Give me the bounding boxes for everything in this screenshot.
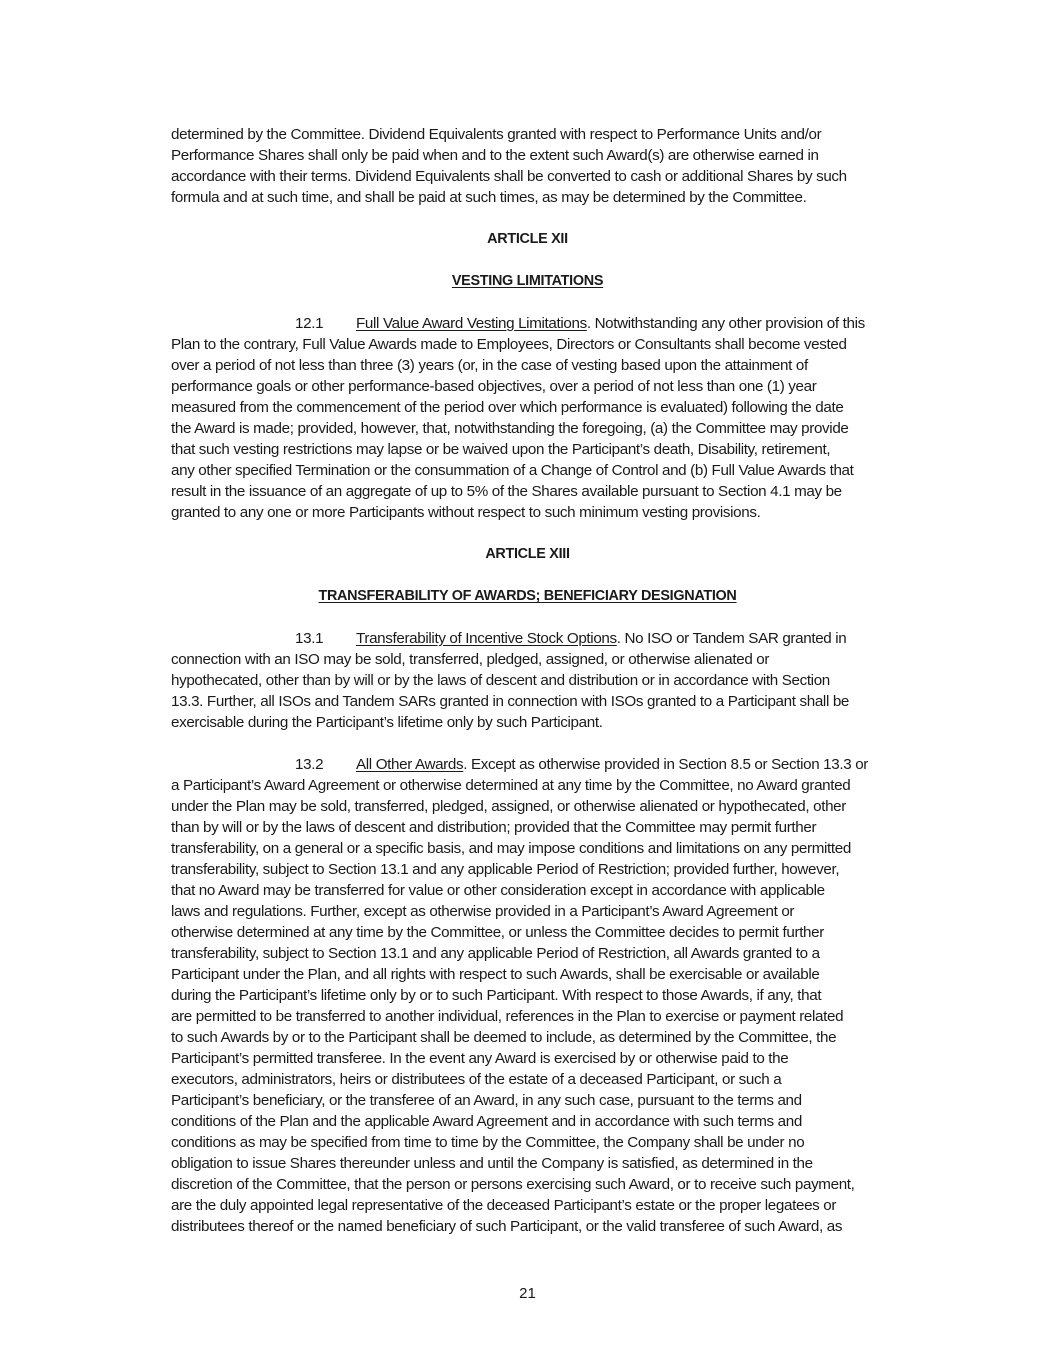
text-line: formula and at such time, and shall be paid at such times, as may be determined by the Committee.: [171, 189, 807, 206]
text-line: Participant’s permitted transferee. In the event any Award is exercised by or otherwise paid to the: [171, 1050, 789, 1067]
text-line: over a period of not less than three (3) years (or, in the case of vesting based upon the attainment of: [171, 357, 808, 374]
text-line: otherwise determined at any time by the Committee, or unless the Committee decides to permit further: [171, 924, 824, 941]
section-heading: Transferability of Incentive Stock Options: [356, 630, 617, 647]
section-first-line-text: . No ISO or Tandem SAR granted in: [616, 630, 847, 647]
text-line: accordance with their terms. Dividend Equivalents shall be converted to cash or additional Shares by such: [171, 168, 847, 185]
article-xii-subtitle-text: VESTING LIMITATIONS: [451, 273, 604, 289]
article-xiii-subtitle-text: TRANSFERABILITY OF AWARDS; BENEFICIARY DESIGNATION: [318, 588, 737, 604]
text-line: Participant under the Plan, and all rights with respect to such Awards, shall be exercisable or available: [171, 966, 820, 983]
section-number: 12.1: [295, 315, 324, 332]
article-xii-title-text: ARTICLE XII: [487, 231, 568, 247]
text-line: during the Participant’s lifetime only by or to such Participant. With respect to those Awards, if any, that: [171, 987, 822, 1004]
section-13-1-body: [171, 649, 936, 733]
article-xiii-subtitle: [0, 586, 1055, 607]
text-line: are the duly appointed legal representative of the deceased Participant’s estate or the proper legatees or: [171, 1197, 837, 1214]
text-line: transferability, on a general or a specific basis, and may impose conditions and limitations on any permitted: [171, 840, 851, 857]
text-line: that no Award may be transferred for value or other consideration except in accordance with applicable: [171, 882, 825, 899]
text-line: conditions as may be specified from time to time by the Committee, the Company shall be under no: [171, 1134, 805, 1151]
text-line: that such vesting restrictions may lapse or be waived upon the Participant’s death, Disability, retirement,: [171, 441, 831, 458]
section-13-1-first-line: [171, 628, 936, 649]
text-line: executors, administrators, heirs or distributees of the estate of a deceased Participant, or such a: [171, 1071, 782, 1088]
text-line: obligation to issue Shares thereunder unless and until the Company is satisfied, as determined in the: [171, 1155, 813, 1172]
text-line: exercisable during the Participant’s lifetime only by such Participant.: [171, 714, 603, 731]
section-heading: Full Value Award Vesting Limitations: [356, 315, 587, 332]
section-first-line-text: . Except as otherwise provided in Section 8.5 or Section 13.3 or: [463, 756, 869, 773]
article-xiii-title: [0, 544, 1055, 565]
section-12-1-first-line: [171, 313, 936, 334]
text-line: under the Plan may be sold, transferred, pledged, assigned, or otherwise alienated or hypothecated, other: [171, 798, 846, 815]
text-line: a Participant’s Award Agreement or otherwise determined at any time by the Committee, no Award granted: [171, 777, 851, 794]
text-line: distributees thereof or the named beneficiary of such Participant, or the valid transferee of such Award, as: [171, 1218, 843, 1235]
section-13-2: [171, 754, 936, 1237]
text-line: Participant’s beneficiary, or the transferee of an Award, in any such case, pursuant to the terms and: [171, 1092, 802, 1109]
article-xii-subtitle: [0, 271, 1055, 292]
text-line: conditions of the Plan and the applicable Award Agreement and in accordance with such terms and: [171, 1113, 802, 1130]
text-line: any other specified Termination or the consummation of a Change of Control and (b) Full Value Awards that: [171, 462, 854, 479]
text-line: laws and regulations. Further, except as otherwise provided in a Participant’s Award Agreement or: [171, 903, 795, 920]
text-line: than by will or by the laws of descent and distribution; provided that the Committee may permit further: [171, 819, 817, 836]
article-xii-title: [0, 229, 1055, 250]
text-line: transferability, subject to Section 13.1 and any applicable Period of Restriction; provided further, however,: [171, 861, 840, 878]
text-line: measured from the commencement of the period over which performance is evaluated) following the date: [171, 399, 844, 416]
text-line: connection with an ISO may be sold, transferred, pledged, assigned, or otherwise alienated or: [171, 651, 770, 668]
section-13-2-body: [171, 775, 936, 1237]
text-line: the Award is made; provided, however, that, notwithstanding the foregoing, (a) the Committee may provide: [171, 420, 849, 437]
text-line: granted to any one or more Participants without respect to such minimum vesting provisions.: [171, 504, 761, 521]
section-number: 13.2: [295, 756, 324, 773]
text-line: transferability, subject to Section 13.1 and any applicable Period of Restriction, all Awards granted to a: [171, 945, 820, 962]
section-first-line-text: . Notwithstanding any other provision of this: [586, 315, 865, 332]
text-line: discretion of the Committee, that the person or persons exercising such Award, or to receive such payment,: [171, 1176, 855, 1193]
section-13-2-first-line: [171, 754, 936, 775]
text-line: Performance Shares shall only be paid when and to the extent such Award(s) are otherwise earned in: [171, 147, 819, 164]
text-line: are permitted to be transferred to another individual, references in the Plan to exercise or payment related: [171, 1008, 844, 1025]
text-line: hypothecated, other than by will or by the laws of descent and distribution or in accordance with Section: [171, 672, 830, 689]
section-heading: All Other Awards: [356, 756, 464, 773]
section-number: 13.1: [295, 630, 324, 647]
text-line: Plan to the contrary, Full Value Awards made to Employees, Directors or Consultants shall become vested: [171, 336, 847, 353]
text-line: result in the issuance of an aggregate of up to 5% of the Shares available pursuant to Section 4.1 may be: [171, 483, 842, 500]
section-13-1: [171, 628, 936, 733]
intro-paragraph: [171, 124, 936, 208]
text-line: performance goals or other performance-based objectives, over a period of not less than one (1) year: [171, 378, 817, 395]
section-12-1: [171, 313, 936, 523]
text-line: to such Awards by or to the Participant shall be deemed to include, as determined by the Committee, the: [171, 1029, 837, 1046]
article-xiii-title-text: ARTICLE XIII: [485, 546, 570, 562]
text-line: 13.3. Further, all ISOs and Tandem SARs granted in connection with ISOs granted to a Participant shall be: [171, 693, 850, 710]
text-line: determined by the Committee. Dividend Equivalents granted with respect to Performance Units and/or: [171, 126, 822, 143]
page-number: 21: [519, 1285, 536, 1302]
section-12-1-body: [171, 334, 936, 523]
